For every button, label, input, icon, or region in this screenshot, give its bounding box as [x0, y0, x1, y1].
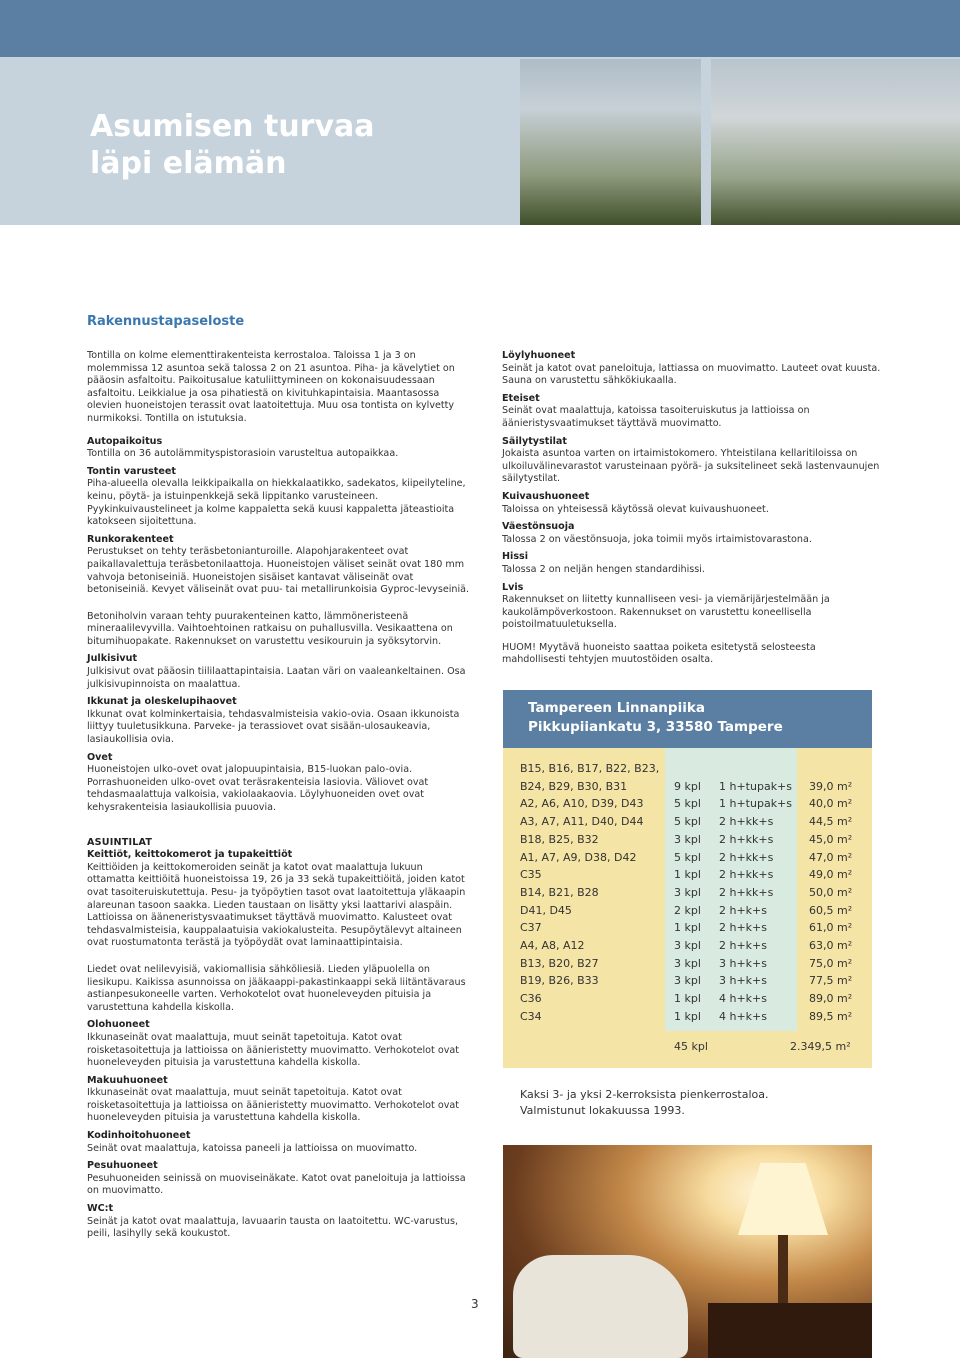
- nightstand-shape: [708, 1303, 872, 1358]
- apartment-codes: B15, B16, B17, B22, B23,: [520, 762, 660, 775]
- apartment-codes: B18, B25, B32: [520, 832, 599, 846]
- runko-heading: Runkorakenteet: [87, 533, 174, 545]
- olohuoneet-text: Ikkunaseinät ovat maalattuja, muut seinät tapetoituja. Katot ovat roisketasoitettuja ja lattioissa on äänieristetty muovimatto. Verhokotelot ovat huoneleveyden pituisia ja varustettuna kahdella kiskolla.: [87, 1031, 460, 1069]
- makuuhuoneet-heading: Makuuhuoneet: [87, 1074, 168, 1086]
- sailytys-text: Jokaista asuntoa varten on irtaimistokomero. Yhteistilana kellaritiloissa on ulkoiluvälinevarastot varusteinaan pyörä- ja suksitelineet sekä lastenvaunujen säilytystilat.: [502, 448, 880, 485]
- pesuhuoneet-text: Pesuhuoneiden seinissä on muoviseinäkate. Katot ovat paneloituja ja lattioissa on muovimatto.: [87, 1172, 466, 1197]
- table-row: [503, 1010, 872, 1028]
- wc-block: [87, 1203, 472, 1241]
- ovet-text: Huoneistojen ulko-ovet ovat jalopuupintaisia, B15-luokan palo-ovia. Porrashuoneiden ulko-ovet ovat teräsrakenteisia lasiovia. Väliovet ovat tehdasmaalattuja valkoisia, vakiolaakaovia. Löylyhuoneiden ovet ovat kehysrakenteisia lasiaukollisia puuovia.: [87, 764, 429, 813]
- kodinhoito-block: [87, 1130, 472, 1155]
- apartment-type: 2 h+kk+s: [719, 815, 774, 829]
- apartment-count: 3 kpl: [674, 956, 701, 970]
- apartment-area: 50,0 m²: [809, 885, 853, 899]
- apartment-count: 1 kpl: [674, 1009, 701, 1023]
- vaestonsuoja-block: [502, 521, 882, 546]
- building-caption: [520, 1087, 769, 1119]
- apartment-area: 49,0 m²: [809, 868, 853, 882]
- apartment-codes: B19, B26, B33: [520, 974, 599, 988]
- vaestonsuoja-text: Talossa 2 on väestönsuoja, joka toimii myös irtaimistovarastona.: [502, 533, 812, 545]
- olohuoneet-block: [87, 1019, 472, 1069]
- keittiot-heading: Keittiöt, keittokomerot ja tupakeittiöt: [87, 849, 293, 861]
- apartment-area: 63,0 m²: [809, 939, 853, 952]
- table-title-line-1: Tampereen Linnanpiika: [528, 700, 705, 716]
- apartment-area: 61,0 m²: [809, 921, 853, 935]
- caption-line-1: Kaksi 3- ja yksi 2-kerroksista pienkerrostaloa.: [520, 1088, 769, 1101]
- sailytys-heading: Säilytystilat: [502, 435, 567, 447]
- kodinhoito-text: Seinät ovat maalattuja, katoissa paneeli ja lattioissa on muovimatto.: [87, 1142, 418, 1154]
- olohuoneet-heading: Olohuoneet: [87, 1019, 150, 1031]
- ikkunat-text: Ikkunat ovat kolminkertaisia, tehdasvalmisteisia vakio-ovia. Osaan ikkunoista liittyy tuuletusikkuna. Parveke- ja terassiovet ovat sisään-ulosaukeavia, lasiaukollisia ovia.: [87, 708, 460, 746]
- vaestonsuoja-heading: Väestönsuoja: [502, 521, 575, 533]
- apartment-area: 89,0 m²: [809, 992, 853, 1006]
- apartment-count: 2 kpl: [674, 903, 701, 917]
- eteiset-block: [502, 393, 882, 431]
- table-row: [503, 957, 872, 975]
- intro-paragraph: Tontilla on kolme elementtirakenteista kerrostaloa. Taloissa 1 ja 3 on molemmissa 12 asuntoa sekä talossa 2 on 21 asuntoa. Piha- ja kävelytiet on pääosin asfaltoitu. Paikoitusalue katuliittymineen on kokonaisuudessaan asfaltoitu. Leikkialue ja osa pihatiestä on kivituhkapintaisia. Maantasossa olevien huoneistojen terassit ovat laatoitettuja. Muu osa tontista on kylvetty nurmikoksi. Tontilla on istutuksia.: [87, 350, 455, 424]
- building-photo-right: [711, 59, 960, 225]
- kuivaus-block: [502, 491, 882, 516]
- apartment-codes: C34: [520, 1009, 542, 1023]
- apartment-count: 3 kpl: [674, 885, 701, 899]
- table-row: [503, 833, 872, 851]
- apartment-count: 1 kpl: [674, 921, 701, 935]
- pesuhuoneet-heading: Pesuhuoneet: [87, 1160, 158, 1172]
- left-column: [87, 350, 472, 1246]
- apartment-area: 40,0 m²: [809, 797, 853, 811]
- runko-text: Perustukset on tehty teräsbetonianturoille. Alapohjarakenteet ovat paikallavalettuja teräsbetonilaattoja. Huoneistojen väliset seinät ovat 180 mm vahvoja betoniseiniä. Huoneistojen sisäiset kantavat väliseinät ovat betoniseiniä. Kevyet väliseinät ovat puu- tai metallirunkoisia Gyproc-levyseiniä.: [87, 546, 470, 596]
- loyly-heading: Löylyhuoneet: [502, 350, 576, 361]
- apartment-codes: B24, B29, B30, B31: [520, 779, 628, 793]
- apartment-count: 1 kpl: [674, 868, 701, 882]
- loyly-block: [502, 350, 882, 388]
- page-number: 3: [471, 1297, 479, 1311]
- apartment-type: 1 h+tupak+s: [719, 797, 793, 811]
- kodinhoito-heading: Kodinhoitohuoneet: [87, 1130, 191, 1142]
- apartment-count: 1 kpl: [674, 992, 701, 1006]
- apartment-type: 2 h+k+s: [719, 939, 768, 952]
- apartment-type: 2 h+kk+s: [719, 832, 774, 846]
- apartment-type: 4 h+k+s: [719, 1009, 768, 1023]
- apartment-codes: B14, B21, B28: [520, 885, 599, 899]
- betoni-paragraph: Betoniholvin varaan tehty puurakenteinen katto, lämmöneristeenä mineraalilevyvilla. Vaihtoehtoinen ratkaisu on puhallusvilla. Vesikaattena on bitumihuopakate. Rakennukset on varustettu vesikouruin ja syöksytorvin.: [87, 610, 453, 647]
- loyly-text: Seinät ja katot ovat paneloituja, lattiassa on muovimatto. Lauteet ovat kuusta. Sauna on varustettu sähkökiukaalla.: [502, 362, 881, 387]
- ovet-heading: Ovet: [87, 751, 113, 763]
- apartment-count: 3 kpl: [674, 939, 701, 952]
- sailytys-block: [502, 436, 882, 486]
- right-column: [502, 350, 882, 672]
- apartment-type: 3 h+k+s: [719, 956, 768, 970]
- apartment-area: 39,0 m²: [809, 779, 853, 793]
- pesuhuoneet-block: [87, 1160, 472, 1198]
- apartment-area: 60,5 m²: [809, 903, 853, 917]
- table-row: [503, 797, 872, 815]
- apartment-type: 2 h+k+s: [719, 903, 768, 917]
- table-total-area: 2.349,5 m²: [790, 1040, 851, 1053]
- autopaikoitus-text: Tontilla on 36 autolämmityspistorasioin varusteltua autopaikkaa.: [87, 448, 399, 460]
- tontin-heading: Tontin varusteet: [87, 465, 176, 477]
- page-title-line-1: Asumisen turvaa: [90, 109, 375, 144]
- table-row: [503, 992, 872, 1010]
- hissi-heading: Hissi: [502, 551, 529, 563]
- apartment-type: 4 h+k+s: [719, 992, 768, 1006]
- pillow-shape: [513, 1255, 688, 1358]
- lvis-heading: Lvis: [502, 581, 524, 593]
- apartment-table-header: [503, 690, 872, 748]
- lvis-block: [502, 582, 882, 632]
- kuivaus-text: Taloissa on yhteisessä käytössä olevat kuivaushuoneet.: [502, 503, 769, 515]
- eteiset-heading: Eteiset: [502, 392, 540, 404]
- apartment-type: 2 h+kk+s: [719, 868, 774, 882]
- autopaikoitus-heading: Autopaikoitus: [87, 435, 163, 447]
- apartment-area: 45,0 m²: [809, 832, 853, 846]
- lamp-stem-shape: [778, 1235, 788, 1305]
- asuintilat-block: [87, 837, 472, 950]
- apartment-count: 5 kpl: [674, 797, 701, 811]
- julkisivut-block: [87, 653, 472, 691]
- apartment-codes: A2, A6, A10, D39, D43: [520, 797, 644, 811]
- table-total-kpl: 45 kpl: [674, 1040, 708, 1053]
- table-title-line-2: Pikkupiiankatu 3, 33580 Tampere: [528, 719, 783, 735]
- apartment-area: 47,0 m²: [809, 850, 853, 864]
- lamp-shade-shape: [738, 1163, 828, 1235]
- hissi-text: Talossa 2 on neljän hengen standardihissi.: [502, 563, 705, 575]
- apartment-count: 5 kpl: [674, 850, 701, 864]
- ikkunat-block: [87, 696, 472, 746]
- apartment-area: 75,0 m²: [809, 956, 853, 970]
- table-row: [503, 904, 872, 922]
- kuivaus-heading: Kuivaushuoneet: [502, 490, 590, 502]
- bedroom-lamp-photo: [503, 1145, 872, 1358]
- table-row: [503, 868, 872, 886]
- makuuhuoneet-text: Ikkunaseinät ovat maalattuja, muut seinät tapetoituja. Katot ovat roisketasoitettuja ja lattioissa on äänieristetty muovimatto. Verhokotelot ovat huoneleveyden pituisia ja varustettuna kahdella kiskolla.: [87, 1087, 460, 1124]
- table-row: [503, 886, 872, 904]
- apartment-codes: C35: [520, 868, 542, 882]
- autopaikoitus-block: [87, 436, 472, 461]
- ovet-block: [87, 752, 472, 815]
- julkisivut-heading: Julkisivut: [87, 653, 138, 665]
- apartment-type: 2 h+kk+s: [719, 885, 774, 899]
- page-title: [90, 108, 375, 182]
- huom-note: HUOM! Myytävä huoneisto saattaa poiketa esitetystä selosteesta mahdollisesti tehtyjen muutostöiden osalta.: [502, 641, 816, 666]
- table-row: [503, 780, 872, 798]
- table-row: [503, 939, 872, 957]
- apartment-type: 3 h+k+s: [719, 974, 768, 988]
- runko-block: [87, 534, 472, 597]
- apartment-codes: A4, A8, A12: [520, 939, 585, 952]
- section-title: Rakennustapaseloste: [87, 314, 245, 329]
- table-row: [503, 762, 872, 780]
- apartment-codes: C36: [520, 992, 542, 1006]
- apartment-count: 9 kpl: [674, 779, 701, 793]
- caption-line-2: Valmistunut lokakuussa 1993.: [520, 1104, 685, 1117]
- apartment-type: 2 h+k+s: [719, 921, 768, 935]
- top-color-bar: [0, 0, 960, 57]
- apartment-area: 89,5 m²: [809, 1009, 853, 1023]
- apartment-type: 1 h+tupak+s: [719, 779, 793, 793]
- building-photo-left: [520, 59, 701, 225]
- apartment-count: 3 kpl: [674, 832, 701, 846]
- hissi-block: [502, 551, 882, 576]
- keittiot-text: Keittiöiden ja keittokomeroiden seinät ja katot ovat maalattuja lukuun ottamatta keittiöitä huoneistoissa 19, 26 ja 33 sekä tupakeittiöitä, joiden katot ovat tasoiteruiskutettuja. Pesu- ja työpöytien tasot ovat laatoitettuja yläkaapin alareunan tasoon saakka. Lieden taustaan on lisätty yksi laattarivi alaspäin. Lattioissa on ääneneristysvaatimukset täyttävä muovimatto. Kalusteet ovat tehdasvalmisteisia, kauppalaatuisia vakiokalusteita. Pesupöytälevyt altaineen ovat ruostumatonta terästä ja työpöydät ovat laminaattipintaisia.: [87, 861, 466, 949]
- liedet-paragraph: Liedet ovat nelilevyisiä, vakiomallisia sähköliesiä. Lieden yläpuolella on liesikupu. Kaikissa asunnoissa on jääkaappi-pakastinkaappi sekä liitäntävaraus astianpesukoneelle varten. Verhokotelot ovat huoneleveyden pituisia ja varustettuna kahdella kiskolla.: [87, 963, 466, 1013]
- asuintilat-heading: ASUINTILAT: [87, 836, 153, 848]
- tontin-block: [87, 466, 472, 529]
- apartment-codes: A1, A7, A9, D38, D42: [520, 850, 637, 864]
- apartment-codes: D41, D45: [520, 903, 572, 917]
- ikkunat-heading: Ikkunat ja oleskelupihaovet: [87, 696, 237, 708]
- lvis-text: Rakennukset on liitetty kunnalliseen vesi- ja viemärijärjestelmään ja kaukolämpöverkostoon. Rakennukset on varustettu koneellisella poistoilmatuuletuksella.: [502, 594, 830, 631]
- apartment-codes: B13, B20, B27: [520, 956, 599, 970]
- eteiset-text: Seinät ovat maalattuja, katoissa tasoiteruiskutus ja lattioissa on äänieristysvaatimukset täyttävä muovimatto.: [502, 405, 810, 429]
- julkisivut-text: Julkisivut ovat pääosin tiililaattapintaisia. Laatan väri on vaaleankeltainen. Osa julkisivupinnoista on maalattua.: [87, 666, 466, 690]
- wc-text: Seinät ja katot ovat maalattuja, lavuaarin tausta on laatoitettu. WC-varustus, peili, lasihylly sekä koukustot.: [87, 1215, 459, 1240]
- apartment-type: 2 h+kk+s: [719, 850, 774, 864]
- apartment-area: 44,5 m²: [809, 815, 853, 829]
- apartment-codes: A3, A7, A11, D40, D44: [520, 815, 644, 829]
- tontin-text: Piha-alueella olevalla leikkipaikalla on hiekkalaatikko, sadekatos, kiipeilyteline, keinu, pöytä- ja istuinpenkkejä sekä lippitanko varusteineen. Pyykinkuivaustelineet ja kolme kappaletta sekä kuusi kappaletta jäteastioita katokseen sijoitettuna.: [87, 478, 466, 528]
- table-row: [503, 974, 872, 992]
- table-row: [503, 851, 872, 869]
- apartment-count: 3 kpl: [674, 974, 701, 988]
- makuuhuoneet-block: [87, 1075, 472, 1125]
- table-row: [503, 921, 872, 939]
- page-title-line-2: läpi elämän: [90, 146, 287, 181]
- table-row: [503, 815, 872, 833]
- apartment-area: 77,5 m²: [809, 974, 853, 988]
- apartment-count: 5 kpl: [674, 815, 701, 829]
- apartment-codes: C37: [520, 921, 542, 935]
- wc-heading: WC:t: [87, 1203, 114, 1215]
